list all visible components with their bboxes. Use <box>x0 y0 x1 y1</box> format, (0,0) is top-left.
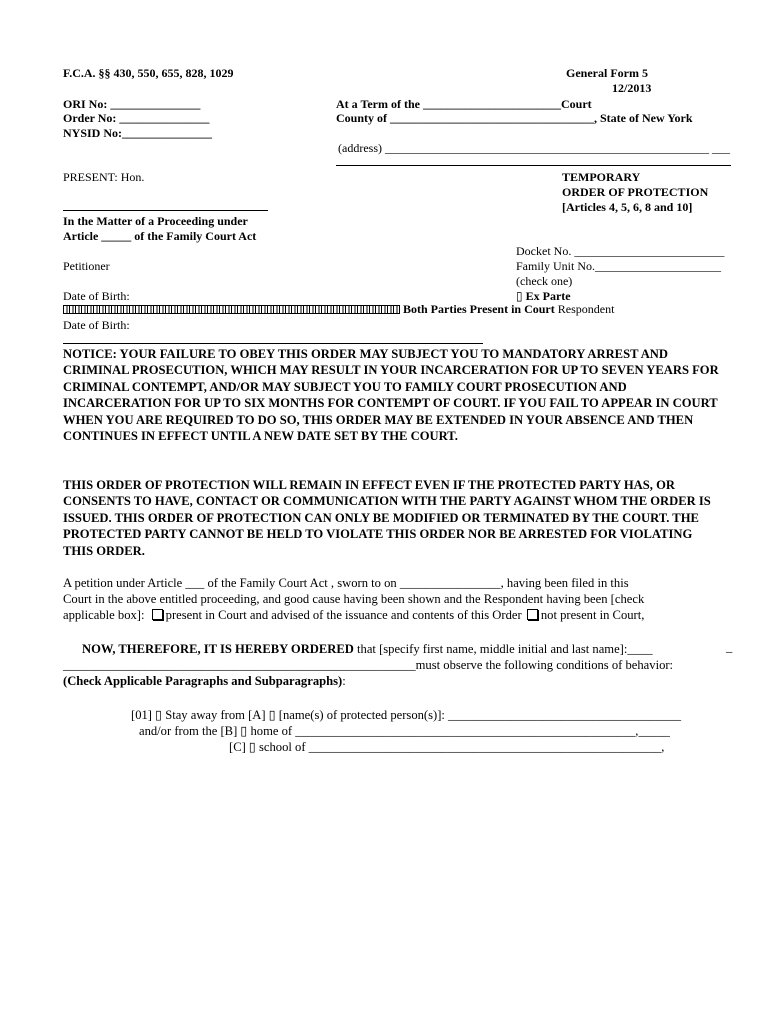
county-field[interactable]: County of __________________________________, State of New York <box>336 111 693 125</box>
order-number-field[interactable]: Order No: _______________ <box>63 111 210 125</box>
paragraph-01-home[interactable]: and/or from the [B] ▯ home of ______________________________________________________,_____ <box>139 724 670 738</box>
ordered-line-1 <box>82 642 653 657</box>
petition-applicable-label: applicable box]: <box>63 608 145 622</box>
check-one-label: (check one) <box>516 274 573 288</box>
judge-name-line <box>63 210 268 211</box>
paragraph-01-school[interactable]: [C] ▯ school of ________________________________________________________, <box>229 740 665 754</box>
not-present-label: not present in Court, <box>540 608 645 622</box>
address-line-2 <box>336 165 731 166</box>
caption-divider <box>63 343 483 344</box>
ex-parte-checkbox[interactable]: ▯ Ex Parte <box>516 289 571 303</box>
title-line-1: TEMPORARY <box>562 170 641 184</box>
form-date: 12/2013 <box>612 81 652 95</box>
present-in-court-label: present in Court and advised of the issuance and contents of this Order <box>165 608 522 622</box>
paragraph-01-stay-away[interactable]: [01] ▯ Stay away from [A] ▯ [name(s) of protected person(s)]: _____________________________________ <box>131 708 682 722</box>
ori-number-field[interactable]: ORI No: _______________ <box>63 97 201 111</box>
petitioner-dob-label: Date of Birth: <box>63 289 130 303</box>
check-applicable-colon: : <box>342 674 346 688</box>
petitioner-label: Petitioner <box>63 259 110 273</box>
court-term-field[interactable]: At a Term of the _______________________Court <box>336 97 592 111</box>
present-label: PRESENT: Hon. <box>63 170 145 184</box>
title-line-3: [Articles 4, 5, 6, 8 and 10] <box>562 200 693 214</box>
form-name: General Form 5 <box>566 66 648 80</box>
respondent-label: Respondent <box>557 302 615 316</box>
docket-number-field[interactable]: Docket No. _________________________ <box>516 244 725 258</box>
notice-paragraph-2: THIS ORDER OF PROTECTION WILL REMAIN IN EFFECT EVEN IF THE PROTECTED PARTY HAS, OR CONSENTS TO HAVE, CONTACT OR COMMUNICATION WITH THE PARTY AGAINST WHOM THE ORDER IS ISSUED. THIS ORDER OF PROTECTION CAN ONLY BE MODIFIED OR TERMINATED BY THE COURT. THE PROTECTED PARTY CANNOT BE HELD TO VIOLATE THIS ORDER NOR BE ARRESTED FOR VIOLATING THIS ORDER. <box>63 478 711 558</box>
statute-reference: F.C.A. §§ 430, 550, 655, 828, 1029 <box>63 66 234 80</box>
respondent-dob-label: Date of Birth: <box>63 318 130 332</box>
check-applicable-label: (Check Applicable Paragraphs and Subparagraphs) <box>63 674 343 688</box>
notice-paragraph-1: NOTICE: YOUR FAILURE TO OBEY THIS ORDER MAY SUBJECT YOU TO MANDATORY ARREST AND CRIMINAL PROSECUTION, WHICH MAY RESULT IN YOUR INCARCERATION FOR UP TO SEVEN YEARS FOR CRIMINAL CONTEMPT, AND/OR MAY SUBJECT YOU TO FAMILY COURT PROSECUTION AND INCARCERATION FOR UP TO SIX MONTHS FOR CONTEMPT OF COURT. IF YOU FAIL TO APPEAR IN COURT WHEN YOU ARE REQUIRED TO DO SO, THIS ORDER MAY BE EXTENDED IN YOUR ABSENCE AND THEN CONTINUES IN EFFECT UNTIL A NEW DATE SET BY THE COURT. <box>63 347 719 444</box>
petition-line-1: A petition under Article ___ of the Family Court Act , sworn to on ________________, having been filed in this <box>63 576 629 590</box>
ordered-lead: NOW, THEREFORE, IT IS HEREBY ORDERED <box>82 642 354 656</box>
present-in-court-checkbox[interactable] <box>152 609 163 620</box>
check-applicable-heading <box>63 674 346 689</box>
address-field[interactable]: (address) ______________________________________________________ ___ <box>338 141 730 155</box>
family-unit-field[interactable]: Family Unit No._____________________ <box>516 259 722 273</box>
not-present-checkbox[interactable] <box>527 609 538 620</box>
ordered-line-2[interactable]: ________________________________________________________must observe the following conditions of behavior: <box>63 658 674 672</box>
petition-line-2: Court in the above entitled proceeding, and good cause having been shown and the Respondent having been [check <box>63 592 645 606</box>
both-parties-label: Both Parties Present in Court <box>403 302 555 316</box>
ordered-line-tail: _ <box>726 640 733 654</box>
matter-line-2: Article _____ of the Family Court Act <box>63 229 257 243</box>
ordered-specify-field[interactable]: that [specify first name, middle initial and last name]:____ <box>353 642 653 656</box>
nysid-number-field[interactable]: NYSID No:_______________ <box>63 126 213 140</box>
matter-line-1: In the Matter of a Proceeding under <box>63 214 248 228</box>
both-parties-row <box>63 302 614 317</box>
checkbox-glyph-row[interactable] <box>63 305 400 314</box>
title-line-2: ORDER OF PROTECTION <box>562 185 709 199</box>
petition-line-3 <box>63 608 644 623</box>
